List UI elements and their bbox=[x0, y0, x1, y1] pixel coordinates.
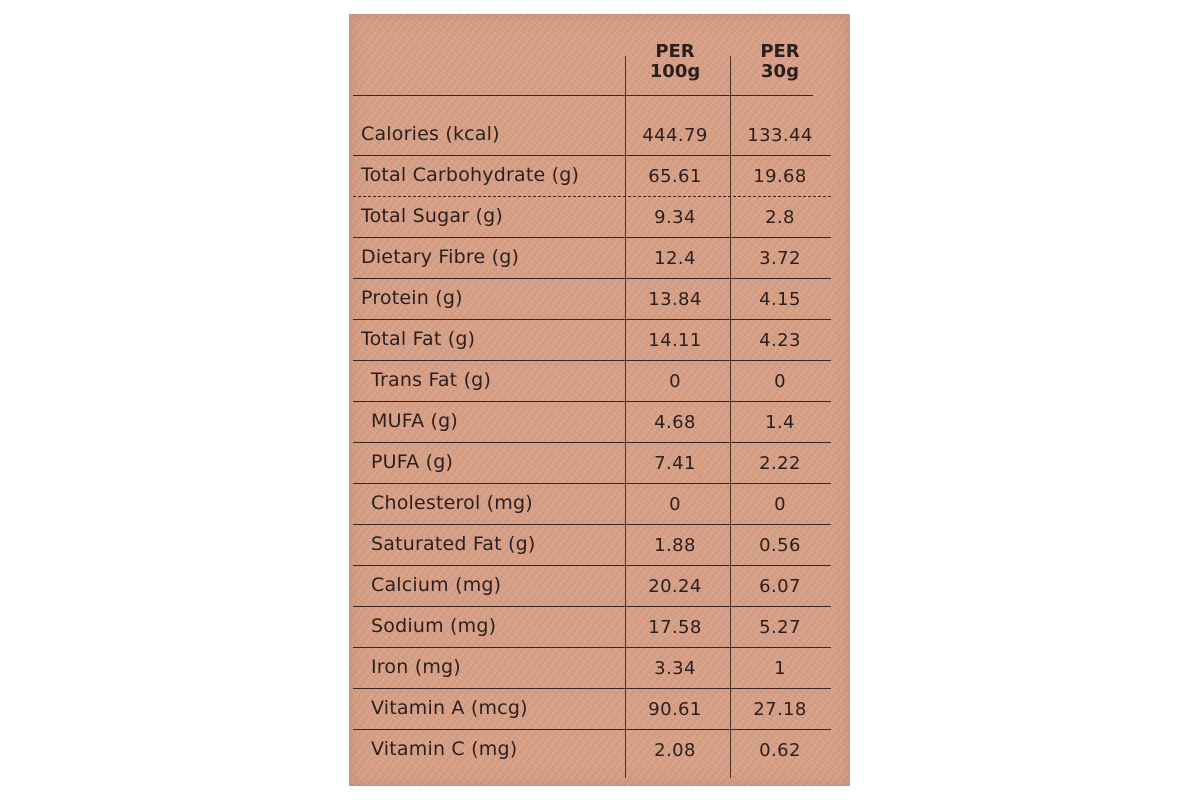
table-row bbox=[349, 443, 850, 484]
nutrient-name: Calories (kcal) bbox=[361, 123, 500, 145]
nutrient-name: Saturated Fat (g) bbox=[371, 533, 536, 555]
header-per-30g-line1: PER bbox=[760, 41, 800, 62]
value-per-30g: 5.27 bbox=[759, 617, 801, 638]
value-per-30g: 1 bbox=[774, 658, 786, 679]
value-per-100g: 0 bbox=[669, 371, 681, 392]
header-rule bbox=[353, 95, 813, 96]
table-row bbox=[349, 402, 850, 443]
table-row bbox=[349, 484, 850, 525]
table-row bbox=[349, 361, 850, 402]
value-per-30g: 1.4 bbox=[765, 412, 795, 433]
value-per-100g: 1.88 bbox=[654, 535, 696, 556]
nutrient-name: Sodium (mg) bbox=[371, 615, 497, 637]
value-per-30g: 6.07 bbox=[759, 576, 801, 597]
nutrient-name: Cholesterol (mg) bbox=[371, 492, 533, 514]
value-per-100g: 14.11 bbox=[648, 330, 702, 351]
value-per-100g: 7.41 bbox=[654, 453, 696, 474]
value-per-100g: 17.58 bbox=[648, 617, 702, 638]
value-per-100g: 65.61 bbox=[648, 166, 702, 187]
nutrition-table bbox=[349, 14, 850, 786]
value-per-30g: 0.62 bbox=[759, 740, 801, 761]
table-row bbox=[349, 197, 850, 238]
table-row bbox=[349, 566, 850, 607]
value-per-100g: 90.61 bbox=[648, 699, 702, 720]
header-per-30g bbox=[730, 42, 830, 82]
nutrient-name: Vitamin C (mg) bbox=[371, 738, 518, 760]
nutrient-name: Iron (mg) bbox=[371, 656, 461, 678]
value-per-100g: 0 bbox=[669, 494, 681, 515]
table-row bbox=[349, 730, 850, 771]
nutrient-name: PUFA (g) bbox=[371, 451, 454, 473]
table-row bbox=[349, 156, 850, 197]
value-per-100g: 4.68 bbox=[654, 412, 696, 433]
nutrient-name: MUFA (g) bbox=[371, 410, 459, 432]
value-per-100g: 3.34 bbox=[654, 658, 696, 679]
table-row bbox=[349, 607, 850, 648]
value-per-30g: 4.23 bbox=[759, 330, 801, 351]
table-row bbox=[349, 689, 850, 730]
value-per-100g: 20.24 bbox=[648, 576, 702, 597]
value-per-100g: 2.08 bbox=[654, 740, 696, 761]
value-per-30g: 4.15 bbox=[759, 289, 801, 310]
value-per-100g: 13.84 bbox=[648, 289, 702, 310]
value-per-30g: 19.68 bbox=[753, 166, 807, 187]
value-per-100g: 444.79 bbox=[642, 125, 708, 146]
nutrient-name: Calcium (mg) bbox=[371, 574, 502, 596]
value-per-30g: 2.8 bbox=[765, 207, 795, 228]
nutrient-name: Total Carbohydrate (g) bbox=[361, 164, 580, 186]
header-per-100g-line2: 100g bbox=[649, 61, 701, 82]
nutrient-name: Total Sugar (g) bbox=[361, 205, 503, 227]
value-per-30g: 0 bbox=[774, 494, 786, 515]
nutrient-name: Vitamin A (mcg) bbox=[371, 697, 528, 719]
value-per-30g: 0 bbox=[774, 371, 786, 392]
table-row bbox=[349, 279, 850, 320]
value-per-30g: 27.18 bbox=[753, 699, 807, 720]
value-per-30g: 3.72 bbox=[759, 248, 801, 269]
value-per-100g: 12.4 bbox=[654, 248, 696, 269]
header-per-30g-line2: 30g bbox=[761, 61, 799, 82]
table-row bbox=[349, 238, 850, 279]
header-per-100g bbox=[625, 42, 725, 82]
value-per-100g: 9.34 bbox=[654, 207, 696, 228]
table-row bbox=[349, 648, 850, 689]
value-per-30g: 0.56 bbox=[759, 535, 801, 556]
value-per-30g: 2.22 bbox=[759, 453, 801, 474]
table-row bbox=[349, 525, 850, 566]
nutrient-name: Total Fat (g) bbox=[361, 328, 476, 350]
nutrient-name: Trans Fat (g) bbox=[371, 369, 492, 391]
nutrient-name: Dietary Fibre (g) bbox=[361, 246, 520, 268]
nutrient-name: Protein (g) bbox=[361, 287, 463, 309]
header-per-100g-line1: PER bbox=[655, 41, 695, 62]
nutrition-label bbox=[349, 14, 850, 786]
value-per-30g: 133.44 bbox=[747, 125, 813, 146]
table-row bbox=[349, 320, 850, 361]
table-row bbox=[349, 115, 850, 156]
